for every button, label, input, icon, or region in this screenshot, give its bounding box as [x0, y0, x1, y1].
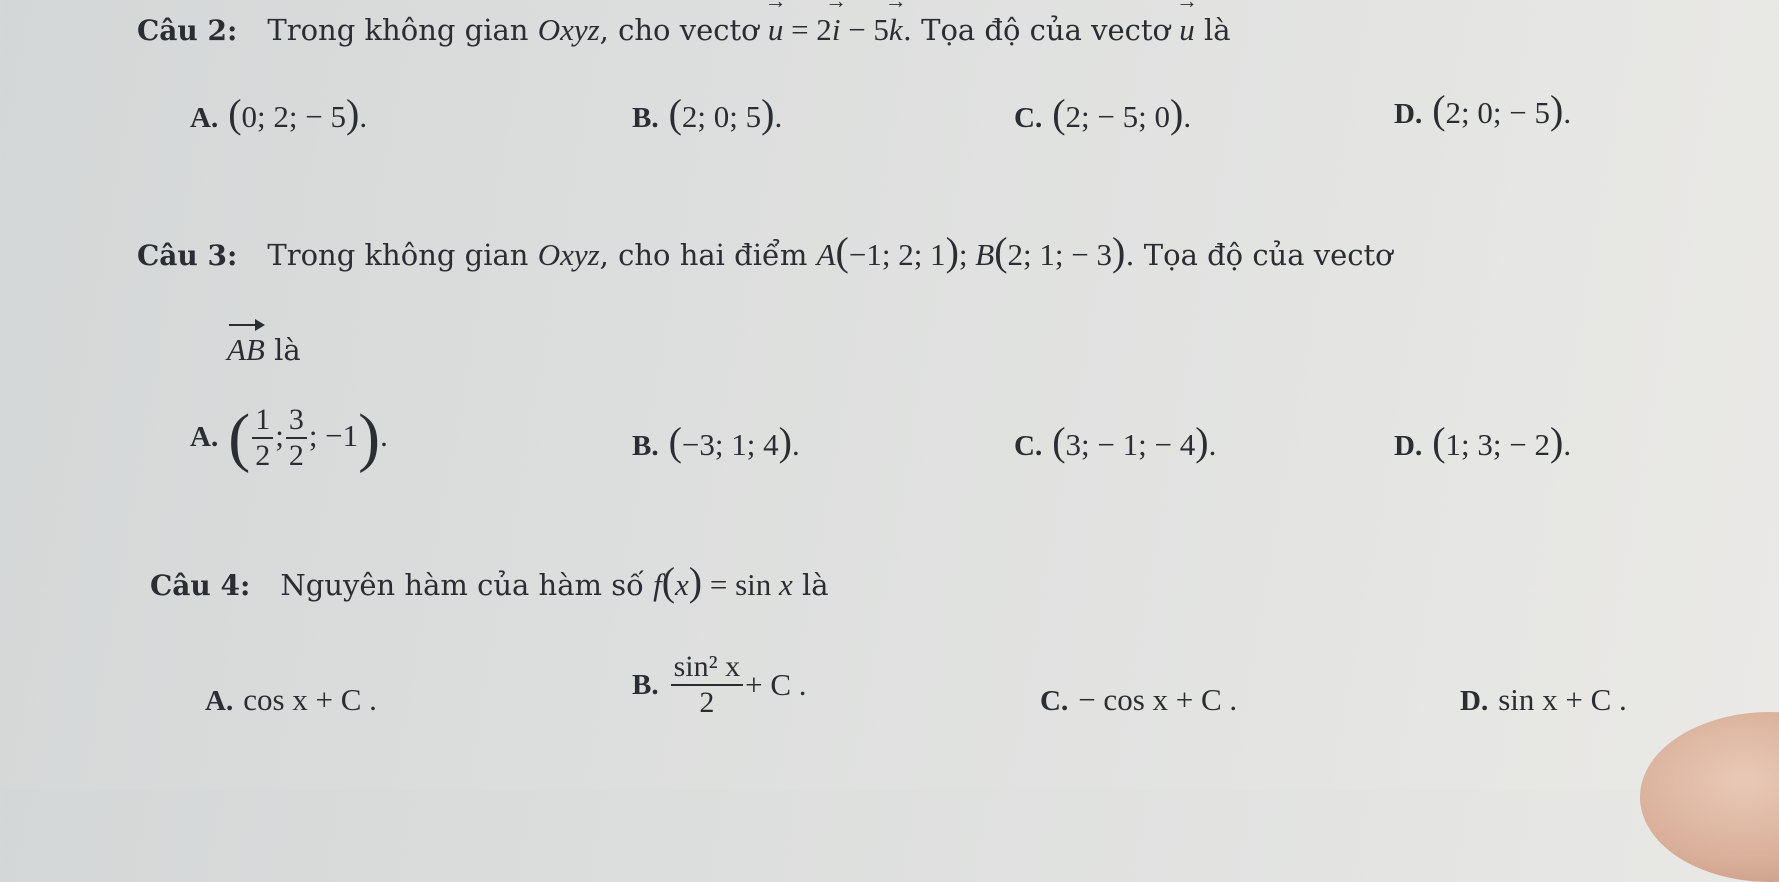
fraction-one-half: $\frac{1}{2}$: [252, 403, 273, 473]
finger-photo-artifact: [1640, 712, 1779, 882]
q3-option-a[interactable]: A. ( $\frac{1}{2}$ ; $\frac{3}{2}$ ; −1).: [190, 401, 388, 474]
q2-option-d[interactable]: D. (2; 0; − 5).: [1394, 87, 1572, 132]
vector-k: → k: [889, 12, 903, 48]
q3-option-c[interactable]: C. (3; − 1; − 4).: [1014, 419, 1217, 464]
q2-option-a[interactable]: A. (0; 2; − 5).: [190, 91, 368, 136]
q4-option-b[interactable]: B. $\frac{\text{sin² x}}{2}$ + C .: [632, 650, 807, 719]
question-4-label: Câu 4:: [150, 569, 251, 602]
question-3-stem-line-2: AB là: [227, 332, 301, 367]
fraction-sin-squared-over-two: $\frac{\text{sin² x}}{2}$: [671, 650, 744, 720]
q3-option-b[interactable]: B. (−3; 1; 4).: [632, 419, 800, 464]
question-4-stem: Câu 4: Nguyên hàm của hàm số f(x) = sin x là: [150, 559, 829, 604]
q4-option-d[interactable]: D. sin x + C .: [1460, 682, 1627, 717]
q4-option-c[interactable]: C. − cos x + C .: [1040, 682, 1238, 717]
q2-option-c[interactable]: C. (2; − 5; 0).: [1014, 91, 1192, 136]
q2-option-b[interactable]: B. (2; 0; 5).: [632, 91, 783, 136]
vector-u: → u: [768, 12, 784, 48]
question-3-stem: Câu 3: Trong không gian Oxyz, cho hai điểm A(−1; 2; 1); B(2; 1; − 3). Tọa độ của vectơ: [137, 229, 1393, 274]
vector-i: → i: [832, 12, 841, 48]
question-2-label: Câu 2:: [137, 14, 238, 47]
question-2-stem: Câu 2: Trong không gian Oxyz, cho vectơ → u = 2→ i − 5→ k. Tọa độ của vectơ → u là: [137, 12, 1231, 48]
vector-u-2: → u: [1179, 12, 1195, 48]
q3-option-d[interactable]: D. (1; 3; − 2).: [1394, 419, 1572, 464]
q4-option-a[interactable]: A. cos x + C .: [205, 682, 377, 717]
vector-ab: AB: [227, 332, 265, 367]
question-3-label: Câu 3:: [137, 239, 238, 272]
fraction-three-halves: $\frac{3}{2}$: [286, 403, 307, 473]
